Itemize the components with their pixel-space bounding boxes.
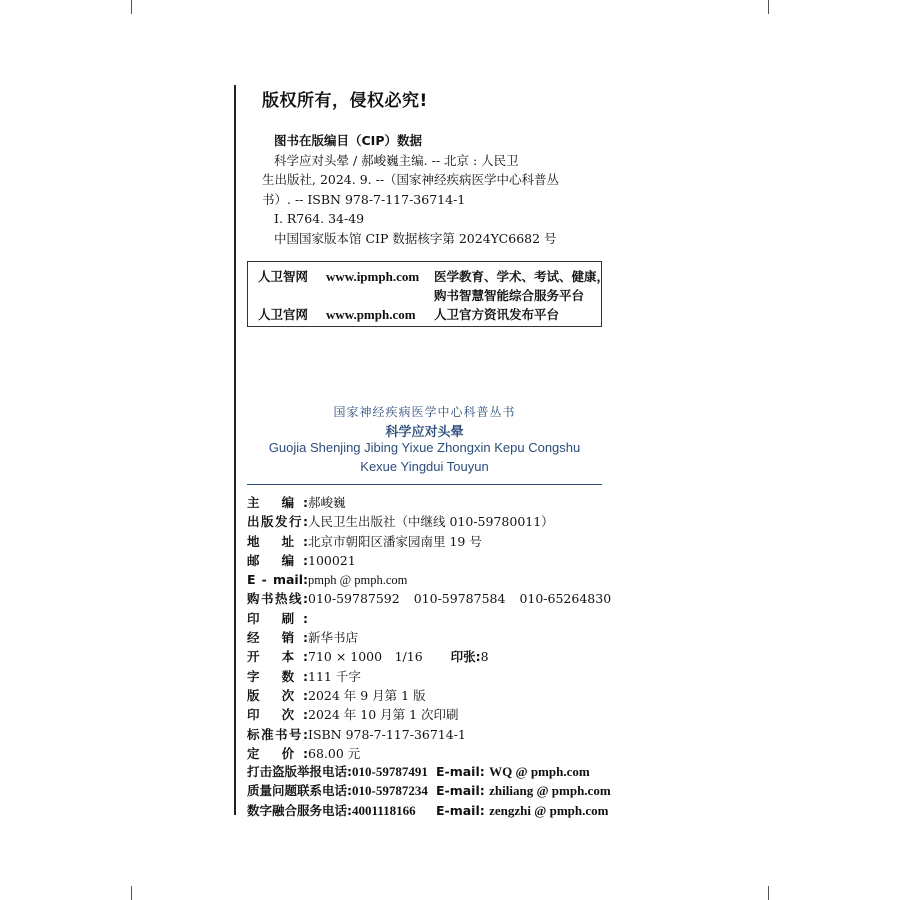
contact-email-label: E-mail:	[436, 764, 485, 779]
info-row-isbn	[247, 725, 607, 744]
crop-mark-bottom-left	[131, 886, 132, 900]
info-label: 邮 编:	[247, 552, 308, 568]
crop-mark-bottom-right	[768, 886, 769, 900]
contact-email-label: E-mail:	[436, 802, 485, 818]
hotline-number: 010-59787584	[413, 591, 506, 607]
cip-classification: Ⅰ. R764. 34-49	[274, 211, 365, 226]
info-label: 开 本:	[247, 649, 308, 665]
website-desc	[434, 267, 609, 305]
crop-mark-top-left	[131, 0, 132, 14]
info-value: 新华书店	[308, 630, 359, 646]
contact-row	[247, 781, 611, 800]
info-value: 111 千字	[308, 668, 361, 684]
contact-label: 质量问题联系电话:	[247, 783, 352, 799]
info-value: 100021	[308, 552, 356, 568]
info-label: 地 址:	[247, 533, 308, 549]
cip-block	[262, 131, 607, 248]
hotline-number: 010-59787592	[308, 591, 400, 607]
info-label: 主 编:	[247, 495, 308, 510]
contact-phone: 4001118166	[352, 802, 416, 818]
website-desc-line: 医学教育、学术、考试、健康，	[434, 269, 610, 284]
info-label: 印 次:	[247, 707, 308, 723]
copyright-notice: 版权所有，侵权必究!	[262, 91, 428, 111]
cip-line: 书）. -- ISBN 978-7-117-36714-1	[262, 191, 466, 207]
contact-email-label: E-mail:	[436, 783, 485, 799]
contact-phone: 010-59787234	[352, 783, 428, 799]
info-label: E - mail:	[247, 572, 308, 588]
info-label: 经 销:	[247, 630, 308, 646]
series-name-cn: 国家神经疾病医学中心科普丛书	[333, 405, 516, 419]
info-row-editor	[247, 493, 607, 512]
contact-lines	[247, 762, 611, 820]
website-row	[258, 305, 559, 324]
website-row	[258, 267, 609, 305]
cip-title: 图书在版编目（CIP）数据	[274, 133, 422, 148]
info-label: 印 刷:	[247, 610, 308, 626]
sheets-value: 8	[480, 649, 489, 665]
website-url[interactable]: www.ipmph.com	[326, 269, 420, 284]
info-row-edition	[247, 686, 607, 705]
info-value: 710 × 1000 1/16	[308, 649, 423, 665]
info-row-publisher	[247, 512, 607, 531]
info-row-email	[247, 570, 607, 589]
contact-row	[247, 801, 607, 820]
info-value: 北京市朝阳区潘家园南里 19 号	[308, 533, 482, 549]
info-row-hotline	[247, 589, 612, 608]
website-box	[247, 261, 610, 327]
contact-phone: 010-59787491	[352, 764, 428, 779]
cip-line: 科学应对头晕 / 郝峻巍主编. -- 北京 : 人民卫	[274, 152, 519, 168]
cip-line: 生出版社, 2024. 9. --（国家神经疾病医学中心科普丛	[262, 172, 560, 187]
publication-info	[247, 493, 612, 763]
margin-rule	[234, 85, 236, 815]
contact-row	[247, 762, 607, 781]
info-label: 定 价:	[247, 745, 308, 761]
info-label: 购书热线:	[247, 591, 308, 607]
series-name-pinyin: Guojia Shenjing Jibing Yixue Zhongxin Kepu Congshu	[268, 440, 581, 455]
info-value: 2024 年 9 月第 1 版	[308, 687, 426, 703]
website-name: 人卫智网	[258, 269, 309, 284]
info-label: 出版发行:	[247, 514, 308, 530]
sheets-label: 印张:	[450, 649, 481, 665]
info-value: 2024 年 10 月第 1 次印刷	[308, 707, 459, 723]
info-row-address	[247, 532, 607, 551]
website-name: 人卫官网	[258, 307, 309, 322]
info-value: 68.00 元	[308, 745, 361, 761]
book-title-pinyin: Kexue Yingdui Touyun	[360, 459, 489, 474]
crop-mark-top-right	[768, 0, 769, 14]
contact-email[interactable]: WQ @ pmph.com	[489, 764, 590, 779]
website-desc-line: 购书智慧智能综合服务平台	[434, 288, 585, 303]
contact-email[interactable]: zengzhi @ pmph.com	[489, 802, 609, 818]
info-value[interactable]: pmph @ pmph.com	[308, 573, 408, 588]
info-row-format	[247, 647, 607, 666]
info-row-distributor	[247, 628, 607, 647]
website-desc: 人卫官方资讯发布平台	[434, 307, 560, 322]
info-value: ISBN 978-7-117-36714-1	[308, 726, 466, 742]
info-label: 标准书号:	[247, 726, 308, 742]
info-value: 郝峻巍	[308, 495, 346, 510]
info-label: 字 数:	[247, 668, 308, 684]
contact-label: 数字融合服务电话:	[247, 802, 352, 818]
divider	[247, 484, 602, 485]
website-url[interactable]: www.pmph.com	[326, 307, 416, 322]
info-row-postcode	[247, 551, 607, 570]
info-row-printing	[247, 705, 607, 724]
info-label: 版 次:	[247, 687, 308, 703]
contact-email[interactable]: zhiliang @ pmph.com	[489, 783, 611, 799]
info-value: 人民卫生出版社（中继线 010-59780011）	[308, 514, 554, 530]
info-row-price	[247, 744, 607, 763]
contact-label: 打击盗版举报电话:	[247, 764, 352, 779]
book-title-cn: 科学应对头晕	[385, 425, 464, 440]
hotline-number: 010-65264830	[519, 591, 612, 607]
cip-national-library: 中国国家版本馆 CIP 数据核字第 2024YC6682 号	[274, 230, 557, 246]
info-row-printer	[247, 609, 607, 628]
info-row-words	[247, 667, 607, 686]
